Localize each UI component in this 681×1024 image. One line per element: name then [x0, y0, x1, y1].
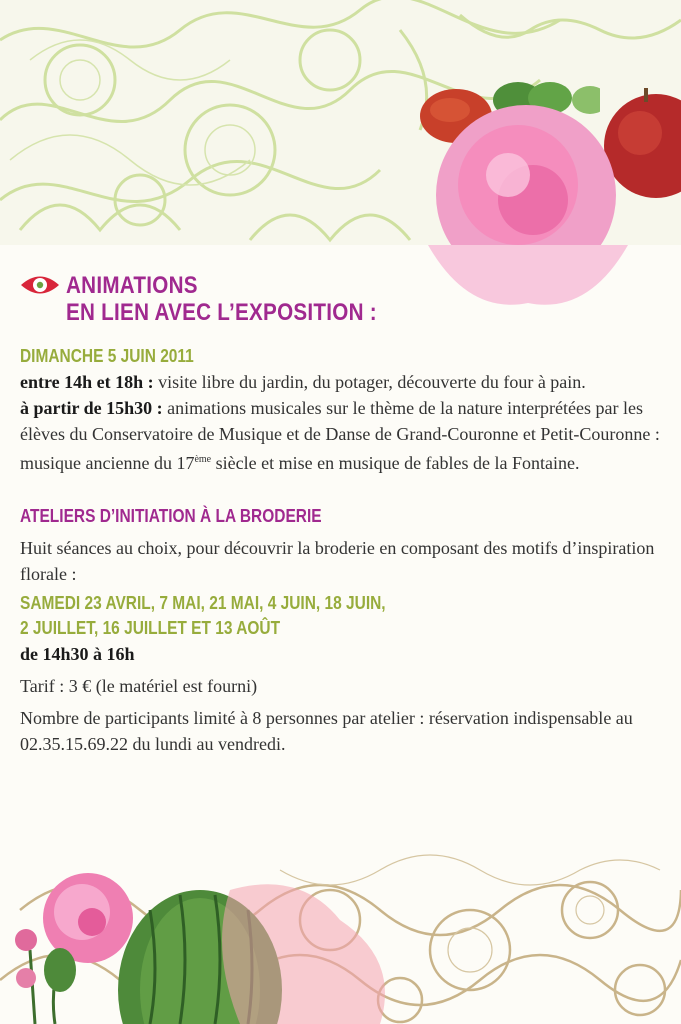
label-horaire-2: à partir de 15h30 :	[20, 398, 163, 418]
paragraph-animations	[20, 395, 665, 476]
section-ateliers	[20, 504, 665, 757]
peony-flower-image	[418, 105, 633, 245]
ateliers-time-label: de 14h30 à 16h	[20, 644, 135, 664]
heading-line-1: ANIMATIONS	[66, 272, 198, 299]
section-dimanche	[20, 344, 665, 476]
bottom-decorative-banner	[0, 850, 681, 1024]
text-animations-end: siècle et mise en musique de fables de la Fontaine.	[211, 453, 580, 473]
ornament-pattern-bottom	[0, 850, 681, 1024]
ateliers-intro: Huit séances au choix, pour découvrir la broderie en composant des motifs d’inspiration florale :	[20, 538, 655, 584]
main-content	[20, 272, 665, 757]
heading-line-2: EN LIEN AVEC L’EXPOSITION :	[66, 299, 377, 326]
text-animations: animations musicales sur le thème de la nature interprétées par les élèves du Conservatoire de Musique et de Danse de Grand-Couronne et Petit-Couronne : musique ancienne du 17	[20, 398, 660, 473]
ateliers-time	[20, 641, 665, 667]
animations-heading	[66, 272, 616, 326]
ateliers-dates-line-2: 2 JUILLET, 16 JUILLET ET 13 AOÛT	[20, 618, 281, 638]
dimanche-date-heading: DIMANCHE 5 JUIN 2011	[20, 346, 194, 366]
paragraph-visite	[20, 369, 665, 395]
top-decorative-banner	[0, 0, 681, 245]
eye-flower-icon	[20, 274, 60, 296]
label-horaire-1: entre 14h et 18h :	[20, 372, 154, 392]
text-visite: visite libre du jardin, du potager, découverte du four à pain.	[153, 372, 586, 392]
animations-heading-block	[20, 272, 665, 326]
ateliers-tarif: Tarif : 3 € (le matériel est fourni)	[20, 676, 258, 696]
ateliers-reservation: Nombre de participants limité à 8 personnes par atelier : réservation indispensable au 02.35.15.69.22 du lundi au vendredi.	[20, 708, 633, 754]
superscript-eme: ème	[194, 454, 212, 465]
pink-petal-overlay	[222, 884, 385, 1024]
ateliers-dates-line-1: SAMEDI 23 AVRIL, 7 MAI, 21 MAI, 4 JUIN, 18 JUIN,	[20, 593, 386, 613]
ateliers-heading: ATELIERS D’INITIATION À LA BRODERIE	[20, 506, 322, 526]
